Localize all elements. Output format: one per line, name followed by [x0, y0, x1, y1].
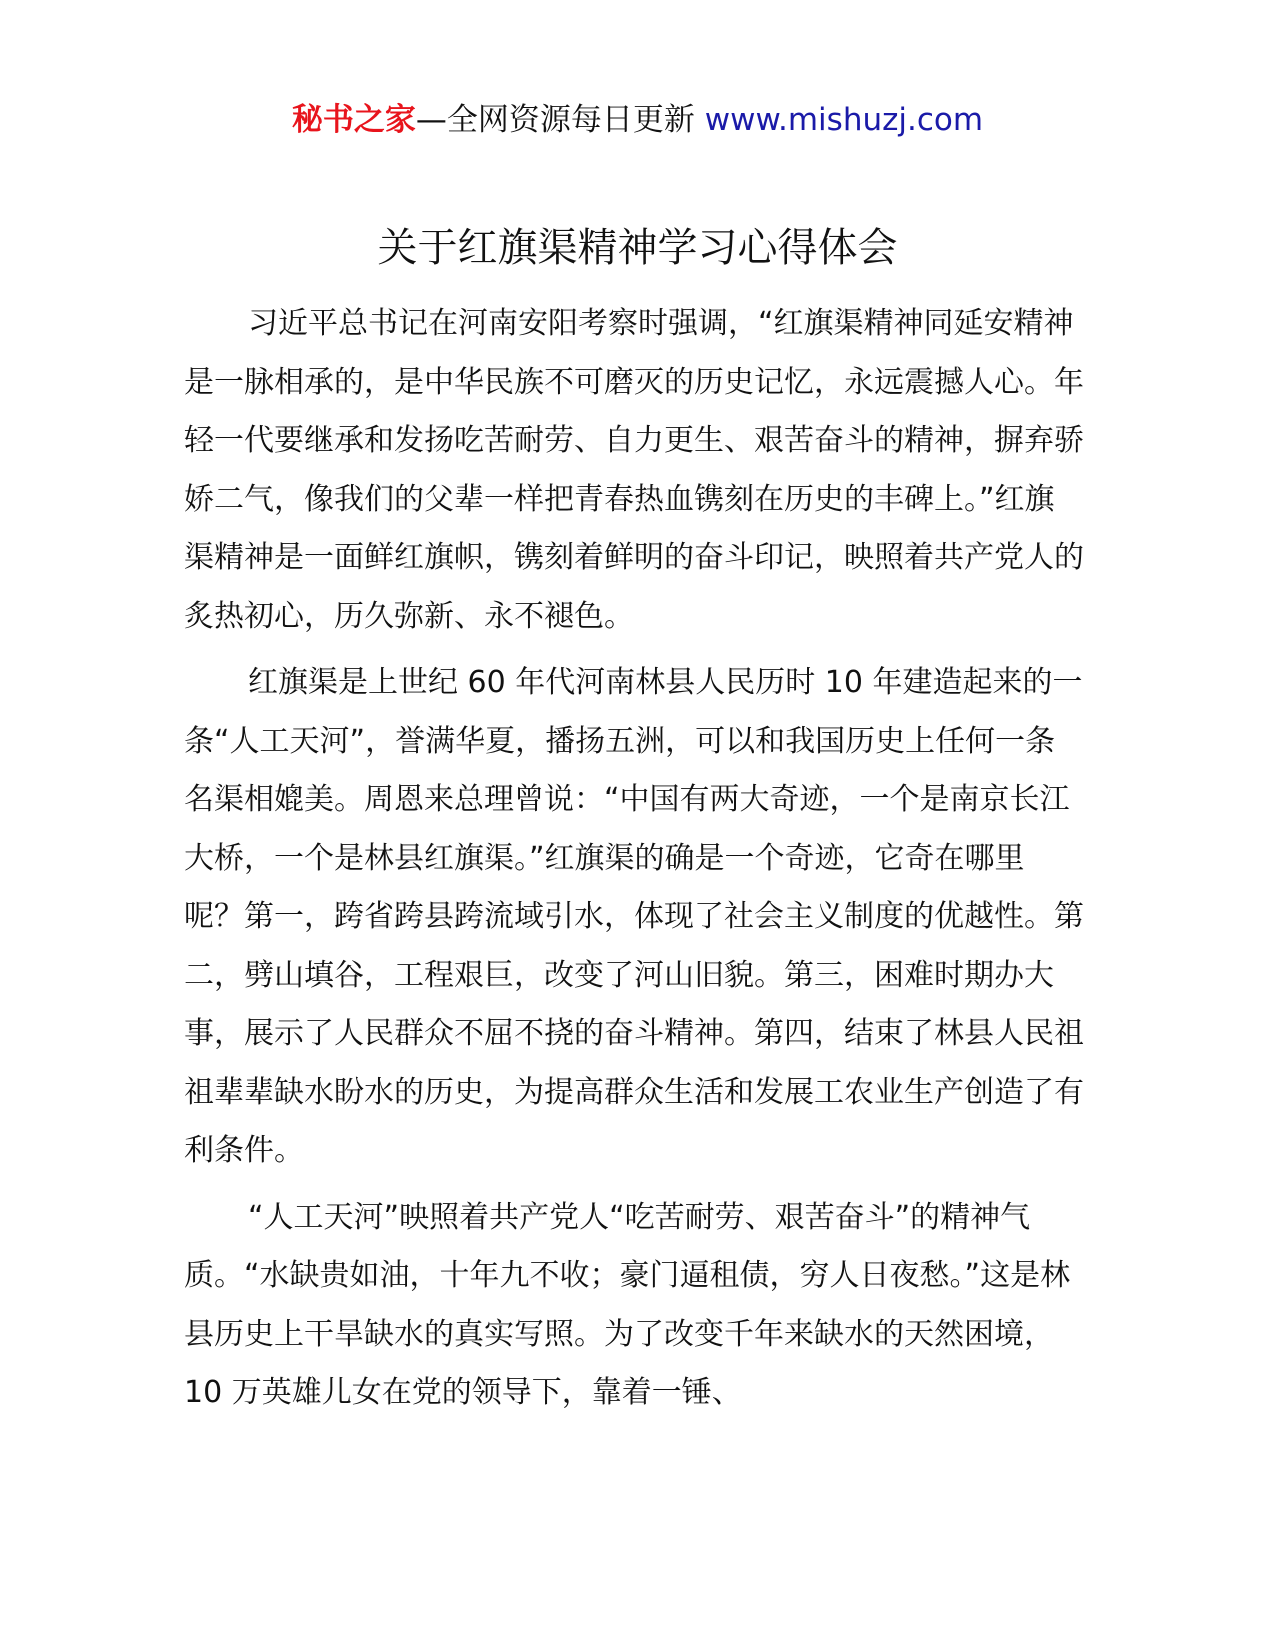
document-body: [184, 295, 1084, 1431]
site-brand: 秘书之家: [291, 102, 416, 138]
paragraph: 红旗渠是上世纪 60 年代河南林县人民历时 10 年建造起来的一条“人工天河”，誉满华夏，播扬五洲，可以和我国历史上任何一条名渠相媲美。周恩来总理曾说：“中国有两大奇迹，一个是南京长江大桥，一个是林县红旗渠。”红旗渠的确是一个奇迹，它奇在哪里呢？第一，跨省跨县跨流域引水，体现了社会主义制度的优越性。第二，劈山填谷，工程艰巨，改变了河山旧貌。第三，困难时期办大事，展示了人民群众不屈不挠的奋斗精神。第四，结束了林县人民祖祖辈辈缺水盼水的历史，为提高群众生活和发展工农业生产创造了有利条件。: [184, 665, 1084, 1168]
document-title: 关于红旗渠精神学习心得体会: [377, 225, 898, 271]
site-tagline: —全网资源每日更新: [415, 102, 705, 138]
paragraph: 习近平总书记在河南安阳考察时强调，“红旗渠精神同延安精神是一脉相承的，是中华民族不可磨灭的历史记忆，永远震撼人心。年轻一代要继承和发扬吃苦耐劳、自力更生、艰苦奋斗的精神，摒弃骄娇二气，像我们的父辈一样把青春热血镌刻在历史的丰碑上。”红旗渠精神是一面鲜红旗帜，镌刻着鲜明的奋斗印记，映照着共产党人的炙热初心，历久弥新、永不褪色。: [184, 306, 1084, 634]
site-header: [0, 98, 1275, 142]
site-url: www.mishuzj.com: [704, 102, 984, 138]
paragraph: “人工天河”映照着共产党人“吃苦耐劳、艰苦奋斗”的精神气质。“水缺贵如油，十年九不收；豪门逼租债，穷人日夜愁。”这是林县历史上干旱缺水的真实写照。为了改变千年来缺水的天然困境，10 万英雄儿女在党的领导下，靠着一锤、: [184, 1199, 1071, 1410]
